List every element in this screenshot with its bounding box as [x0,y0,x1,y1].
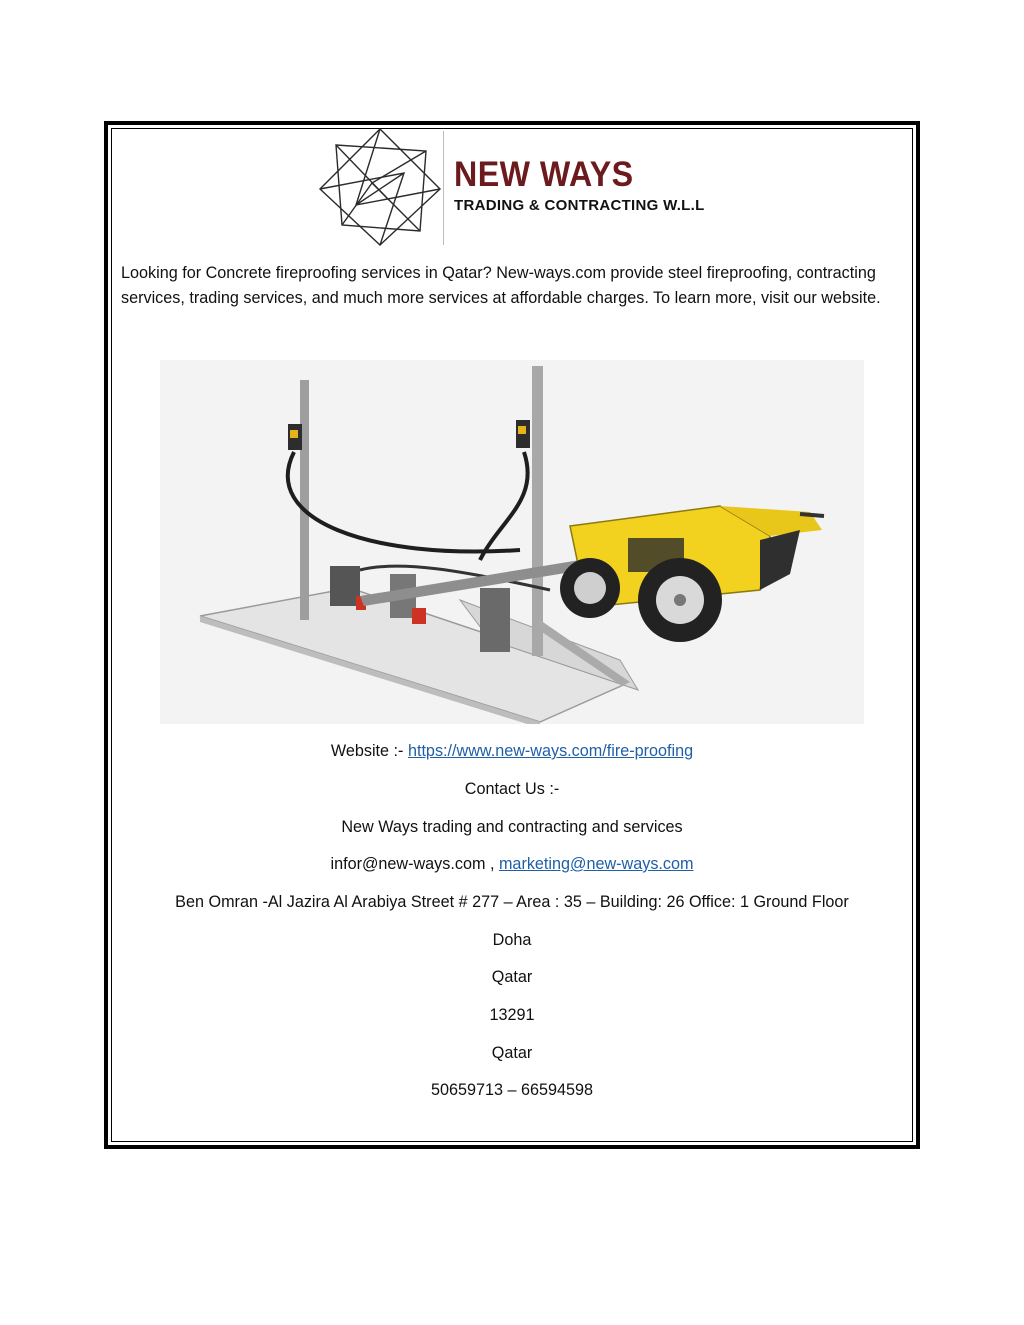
phone-line: 50659713 – 66594598 [430,1081,594,1099]
postal-code-line: 13291 [489,1006,535,1024]
website-label: Website :- [330,742,408,760]
contact-heading: Contact Us :- [464,780,560,798]
city-line: Doha [492,931,532,949]
geometric-star-icon [316,127,444,247]
logo-company-name: NEW WAYS [454,155,634,194]
email-line [111,854,913,874]
product-photo [160,360,864,724]
country-line: Qatar [491,968,533,986]
website-link[interactable]: https://www.new-ways.com/fire-proofing [407,742,694,760]
laser-screed-machine-icon [160,360,864,724]
website-line [111,741,913,761]
country-line-2: Qatar [491,1044,533,1062]
logo-divider [443,131,444,245]
email-marketing-link[interactable]: marketing@new-ways.com [498,855,694,873]
company-logo [316,127,716,247]
address-line: Ben Omran -Al Jazira Al Arabiya Street # 277 – Area : 35 – Building: 26 Office: 1 Ground Floor [175,893,849,911]
logo-company-subtitle: TRADING & CONTRACTING W.L.L [454,197,705,214]
company-name: New Ways trading and contracting and services [341,818,683,836]
intro-paragraph: Looking for Concrete fireproofing services in Qatar? New-ways.com provide steel fireproofing, contracting services, trading services, and much more services at affordable charges. To learn more, visit our website. [121,264,881,307]
email-primary: infor@new-ways.com , [330,855,499,873]
